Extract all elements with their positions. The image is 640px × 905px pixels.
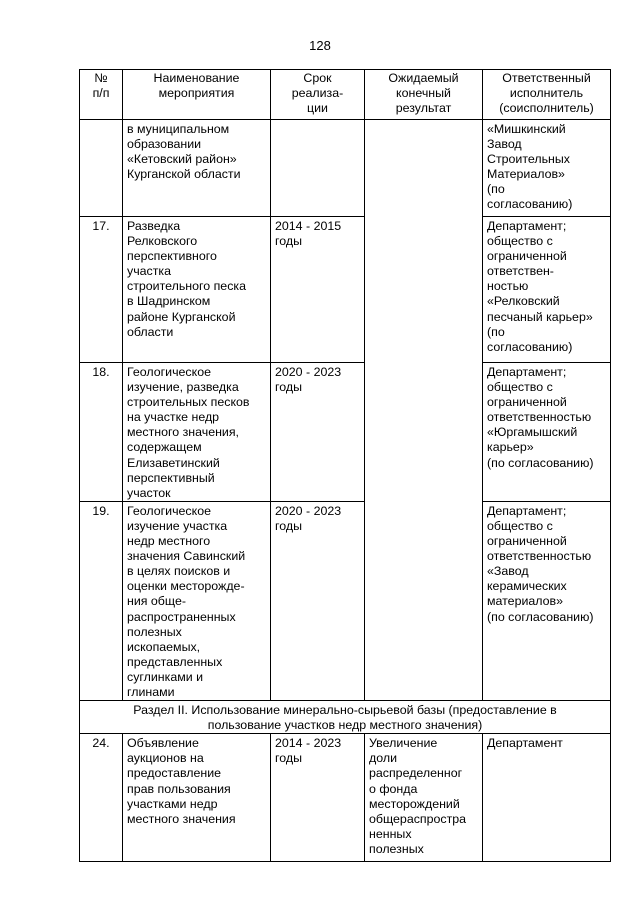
cell-number-empty: [80, 120, 123, 217]
cell-number: 19.: [80, 501, 123, 700]
cell-name: Геологическое изучение участка недр местного значения Савинский в целях поисков и оценки месторожде- ния обще- распространенных полезных ископаемых, представленных суглинками и глинами: [123, 501, 271, 700]
cell-term: 2020 - 2023 годы: [271, 363, 365, 502]
table-header-row: [80, 70, 611, 120]
header-name: Наименование мероприятия: [123, 70, 271, 120]
cell-name: Объявление аукционов на предоставление прав пользования участками недр местного значения: [123, 734, 271, 862]
header-term: Срок реализа- ции: [271, 70, 365, 120]
cell-number: 18.: [80, 363, 123, 502]
header-executor: Ответственный исполнитель (соисполнитель): [483, 70, 611, 120]
section-heading-row: [80, 701, 611, 734]
section-heading: Раздел II. Использование минерально-сырьевой базы (предоставление в пользование участков недр местного значения): [80, 701, 611, 734]
cell-executor: Департамент: [483, 734, 611, 862]
header-result: Ожидаемый конечный результат: [365, 70, 483, 120]
cell-name: Разведка Релковского перспективного участка строительного песка в Шадринском районе Курганской области: [123, 217, 271, 363]
cell-number: 17.: [80, 217, 123, 363]
cell-name: в муниципальном образовании «Кетовский район» Курганской области: [123, 120, 271, 217]
table-row-continuation: [80, 120, 611, 217]
cell-name: Геологическое изучение, разведка строительных песков на участке недр местного значения, содержащем Елизаветинский перспективный участок: [123, 363, 271, 502]
cell-term: 2014 - 2023 годы: [271, 734, 365, 862]
cell-executor: Департамент; общество с ограниченной ответственностью «Завод керамических материалов» (по согласованию): [483, 501, 611, 700]
cell-executor: Департамент; общество с ограниченной ответствен- ностью «Релковский песчаный карьер» (по согласованию): [483, 217, 611, 363]
cell-number: 24.: [80, 734, 123, 862]
table-row-19: [80, 501, 611, 700]
cell-result: Увеличение доли распределенног о фонда месторождений общераспростра ненных полезных: [365, 734, 483, 862]
table-row-18: [80, 363, 611, 502]
cell-term-empty: [271, 120, 365, 217]
header-number: № п/п: [80, 70, 123, 120]
cell-executor: Департамент; общество с ограниченной ответственностью «Юргамышский карьер» (по согласованию): [483, 363, 611, 502]
cell-term: 2014 - 2015 годы: [271, 217, 365, 363]
table-row-24: [80, 734, 611, 862]
cell-result-merged: [365, 120, 483, 701]
cell-term: 2020 - 2023 годы: [271, 501, 365, 700]
activities-table: [79, 69, 611, 862]
cell-executor: «Мишкинский Завод Строительных Материалов» (по согласованию): [483, 120, 611, 217]
page-number: 128: [309, 38, 331, 53]
table-row-17: [80, 217, 611, 363]
